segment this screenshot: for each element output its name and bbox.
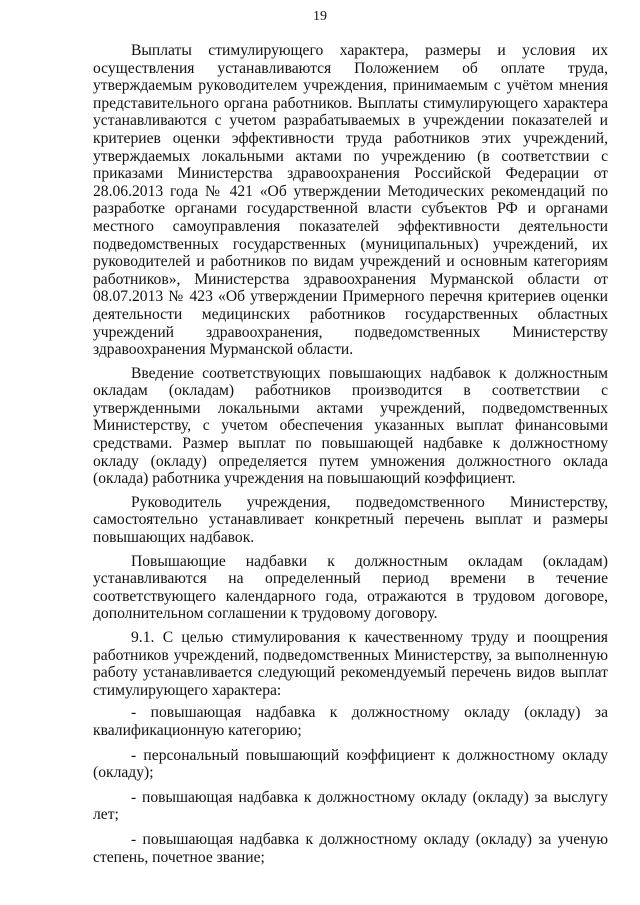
list-item-length-of-service: - повышающая надбавка к должностному окладу (окладу) за выслугу лет; [93, 788, 608, 824]
list-item-personal-coefficient: - персональный повышающий коэффициент к должностному окладу (окладу); [93, 746, 608, 782]
paragraph-allowances-period: Повышающие надбавки к должностным окладам (окладам) устанавливаются на определенный период времени в течение соответствующего календарного года, отражаются в трудовом договоре, дополнительном соглашении к трудовому договору. [93, 552, 608, 623]
list-item-academic-degree: - повышающая надбавка к должностному окладу (окладу) за ученую степень, почетное звание; [93, 830, 608, 866]
paragraph-section-9-1: 9.1. С целью стимулирования к качественному труду и поощрения работников учреждений, подведомственных Министерству, за выполненную работу устанавливается следующий рекомендуемый перечень видов выплат стимулирующего характера: [93, 629, 608, 699]
paragraph-head-of-institution: Руководитель учреждения, подведомственного Министерству, самостоятельно устанавливает конкретный перечень выплат и размеры повышающих надбавок. [93, 493, 608, 547]
list-item-qualification-category: - повышающая надбавка к должностному окладу (окладу) за квалификационную категорию; [93, 704, 608, 739]
page-number: 19 [313, 9, 327, 24]
paragraph-allowances-introduction: Введение соответствующих повышающих надбавок к должностным окладам (окладам) работников производится в соответствии с утвержденными локальными актами учреждений, подведомственных Министерству, с учетом обеспечения указанных выплат финансовыми средствами. Размер выплат по повышающей надбавке к должностному окладу (окладу) определяется путем умножения должностного оклада (оклада) работника учреждения на повышающий коэффициент. [93, 364, 608, 488]
paragraph-stimulating-payments: Выплаты стимулирующего характера, размеры и условия их осуществления устанавливаются Положением об оплате труда, утверждаемым руководителем учреждения, принимаемым с учётом мнения представительного органа работников. Выплаты стимулирующего характера устанавливаются с учетом разрабатываемых в учреждении показателей и критериев оценки эффективности труда работников этих учреждений, утверждаемых локальными актами по учреждению (в соответствии с приказами Министерства здравоохранения Российской Федерации от 28.06.2013 года № 421 «Об утверждении Методических рекомендаций по разработке органами государственной власти субъектов РФ и органами местного самоуправления показателей эффективности деятельности подведомственных государственных (муниципальных) учреждений, их руководителей и работников по видам учреждений и основным категориям работников», Министерства здравоохранения Мурманской области от 08.07.2013 № 423 «Об утверждении Примерного перечня критериев оценки деятельности медицинских работников государственных областных учреждений здравоохранения, подведомственных Министерству здравоохранения Мурманской области. [93, 42, 608, 359]
